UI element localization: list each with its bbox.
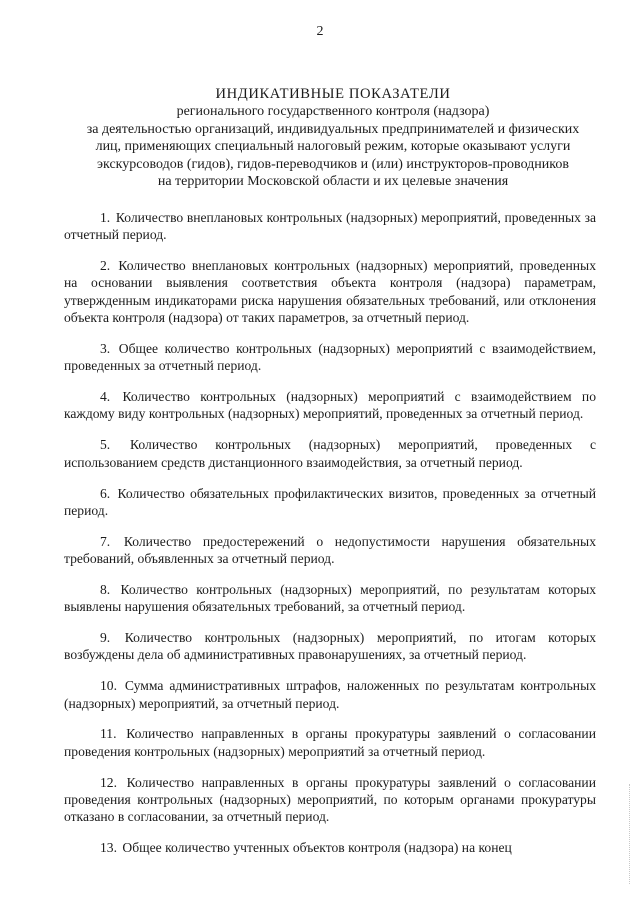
indicator-text: Количество контрольных (надзорных) мероприятий, по итогам которых возбуждены дела об административных правонарушениях, за отчетный период. — [64, 630, 597, 663]
indicator-number: 10. — [100, 678, 117, 694]
indicator-text: Сумма административных штрафов, наложенных по результатам контрольных (надзорных) мероприятий, за отчетный период. — [64, 678, 596, 711]
document-subtitle-line: лиц, применяющих специальный налоговый режим, которые оказывают услуги — [95, 139, 571, 155]
indicator-number: 1. — [100, 210, 111, 225]
indicator-number: 11. — [100, 726, 117, 742]
indicator-number: 13. — [100, 840, 117, 856]
indicator-item — [64, 340, 596, 375]
document-subtitle-line: экскурсоводов (гидов), гидов-переводчиков и (или) инструкторов-проводников — [97, 156, 569, 172]
page-number: 2 — [316, 24, 324, 39]
indicator-list — [64, 209, 596, 861]
indicator-item — [64, 774, 596, 826]
indicator-item — [64, 436, 596, 471]
indicator-item — [64, 677, 596, 712]
document-title-block — [60, 86, 606, 190]
indicator-number: 7. — [100, 533, 111, 549]
indicator-number: 3. — [100, 340, 111, 356]
indicator-text: Количество внеплановых контрольных (надзорных) мероприятий, проведенных на основании выявления соответствия объекта контроля (надзора) параметрам, утвержденным индикаторами риска нарушения обязательных требований, или отклонения объекта контроля (надзора) от таких параметров, за отчетный период. — [64, 258, 596, 326]
indicator-item — [64, 581, 596, 616]
indicator-number: 5. — [100, 437, 111, 453]
document-title: ИНДИКАТИВНЫЕ ПОКАЗАТЕЛИ — [215, 86, 451, 102]
document-subtitle-line: за деятельностью организаций, индивидуальных предпринимателей и физических — [86, 121, 580, 137]
indicator-number: 9. — [100, 630, 111, 646]
document-subtitle-line: регионального государственного контроля (надзора) — [176, 104, 490, 120]
indicator-text: Количество контрольных (надзорных) мероприятий, по результатам которых выявлены нарушения обязательных требований, за отчетный период. — [64, 581, 597, 615]
indicator-number: 2. — [100, 258, 111, 274]
indicator-text: Количество обязательных профилактических визитов, проведенных за отчетный период. — [64, 485, 596, 518]
indicator-text: Общее количество учтенных объектов контроля (надзора) на конец — [122, 840, 512, 856]
scan-edge-mark — [629, 784, 634, 884]
indicator-item — [64, 485, 596, 520]
document-subtitle-line: на территории Московской области и их целевые значения — [157, 174, 509, 190]
indicator-text: Количество предостережений о недопустимости нарушения обязательных требований, объявленных за отчетный период. — [64, 533, 596, 567]
indicator-item — [64, 839, 596, 856]
indicator-number: 12. — [100, 774, 117, 790]
indicator-item — [64, 533, 596, 568]
indicator-text: Количество направленных в органы прокуратуры заявлений о согласовании проведения контрольных (надзорных) мероприятий за отчетный период. — [64, 726, 596, 759]
indicator-number: 8. — [100, 581, 111, 597]
indicator-item — [64, 209, 596, 244]
indicator-text: Количество направленных в органы прокуратуры заявлений о согласовании проведения контрольных (надзорных) мероприятий, по которым органами прокуратуры отказано в согласовании, за отчетный период. — [64, 774, 596, 825]
indicator-item — [64, 629, 596, 664]
indicator-text: Количество контрольных (надзорных) мероприятий с взаимодействием по каждому виду контрольных (надзорных) мероприятий, проведенных за отчетный период. — [64, 389, 596, 422]
indicator-item — [64, 725, 596, 760]
indicator-number: 6. — [100, 485, 111, 501]
indicator-text: Общее количество контрольных (надзорных) мероприятий с взаимодействием, проведенных за отчетный период. — [64, 340, 596, 374]
indicator-item — [64, 388, 596, 423]
indicator-text: Количество внеплановых контрольных (надзорных) мероприятий, проведенных за отчетный период. — [64, 210, 596, 243]
indicator-text: Количество контрольных (надзорных) мероприятий, проведенных с использованием средств дистанционного взаимодействия, за отчетный период. — [64, 437, 596, 470]
indicator-number: 4. — [100, 389, 111, 405]
indicator-item — [64, 257, 596, 326]
